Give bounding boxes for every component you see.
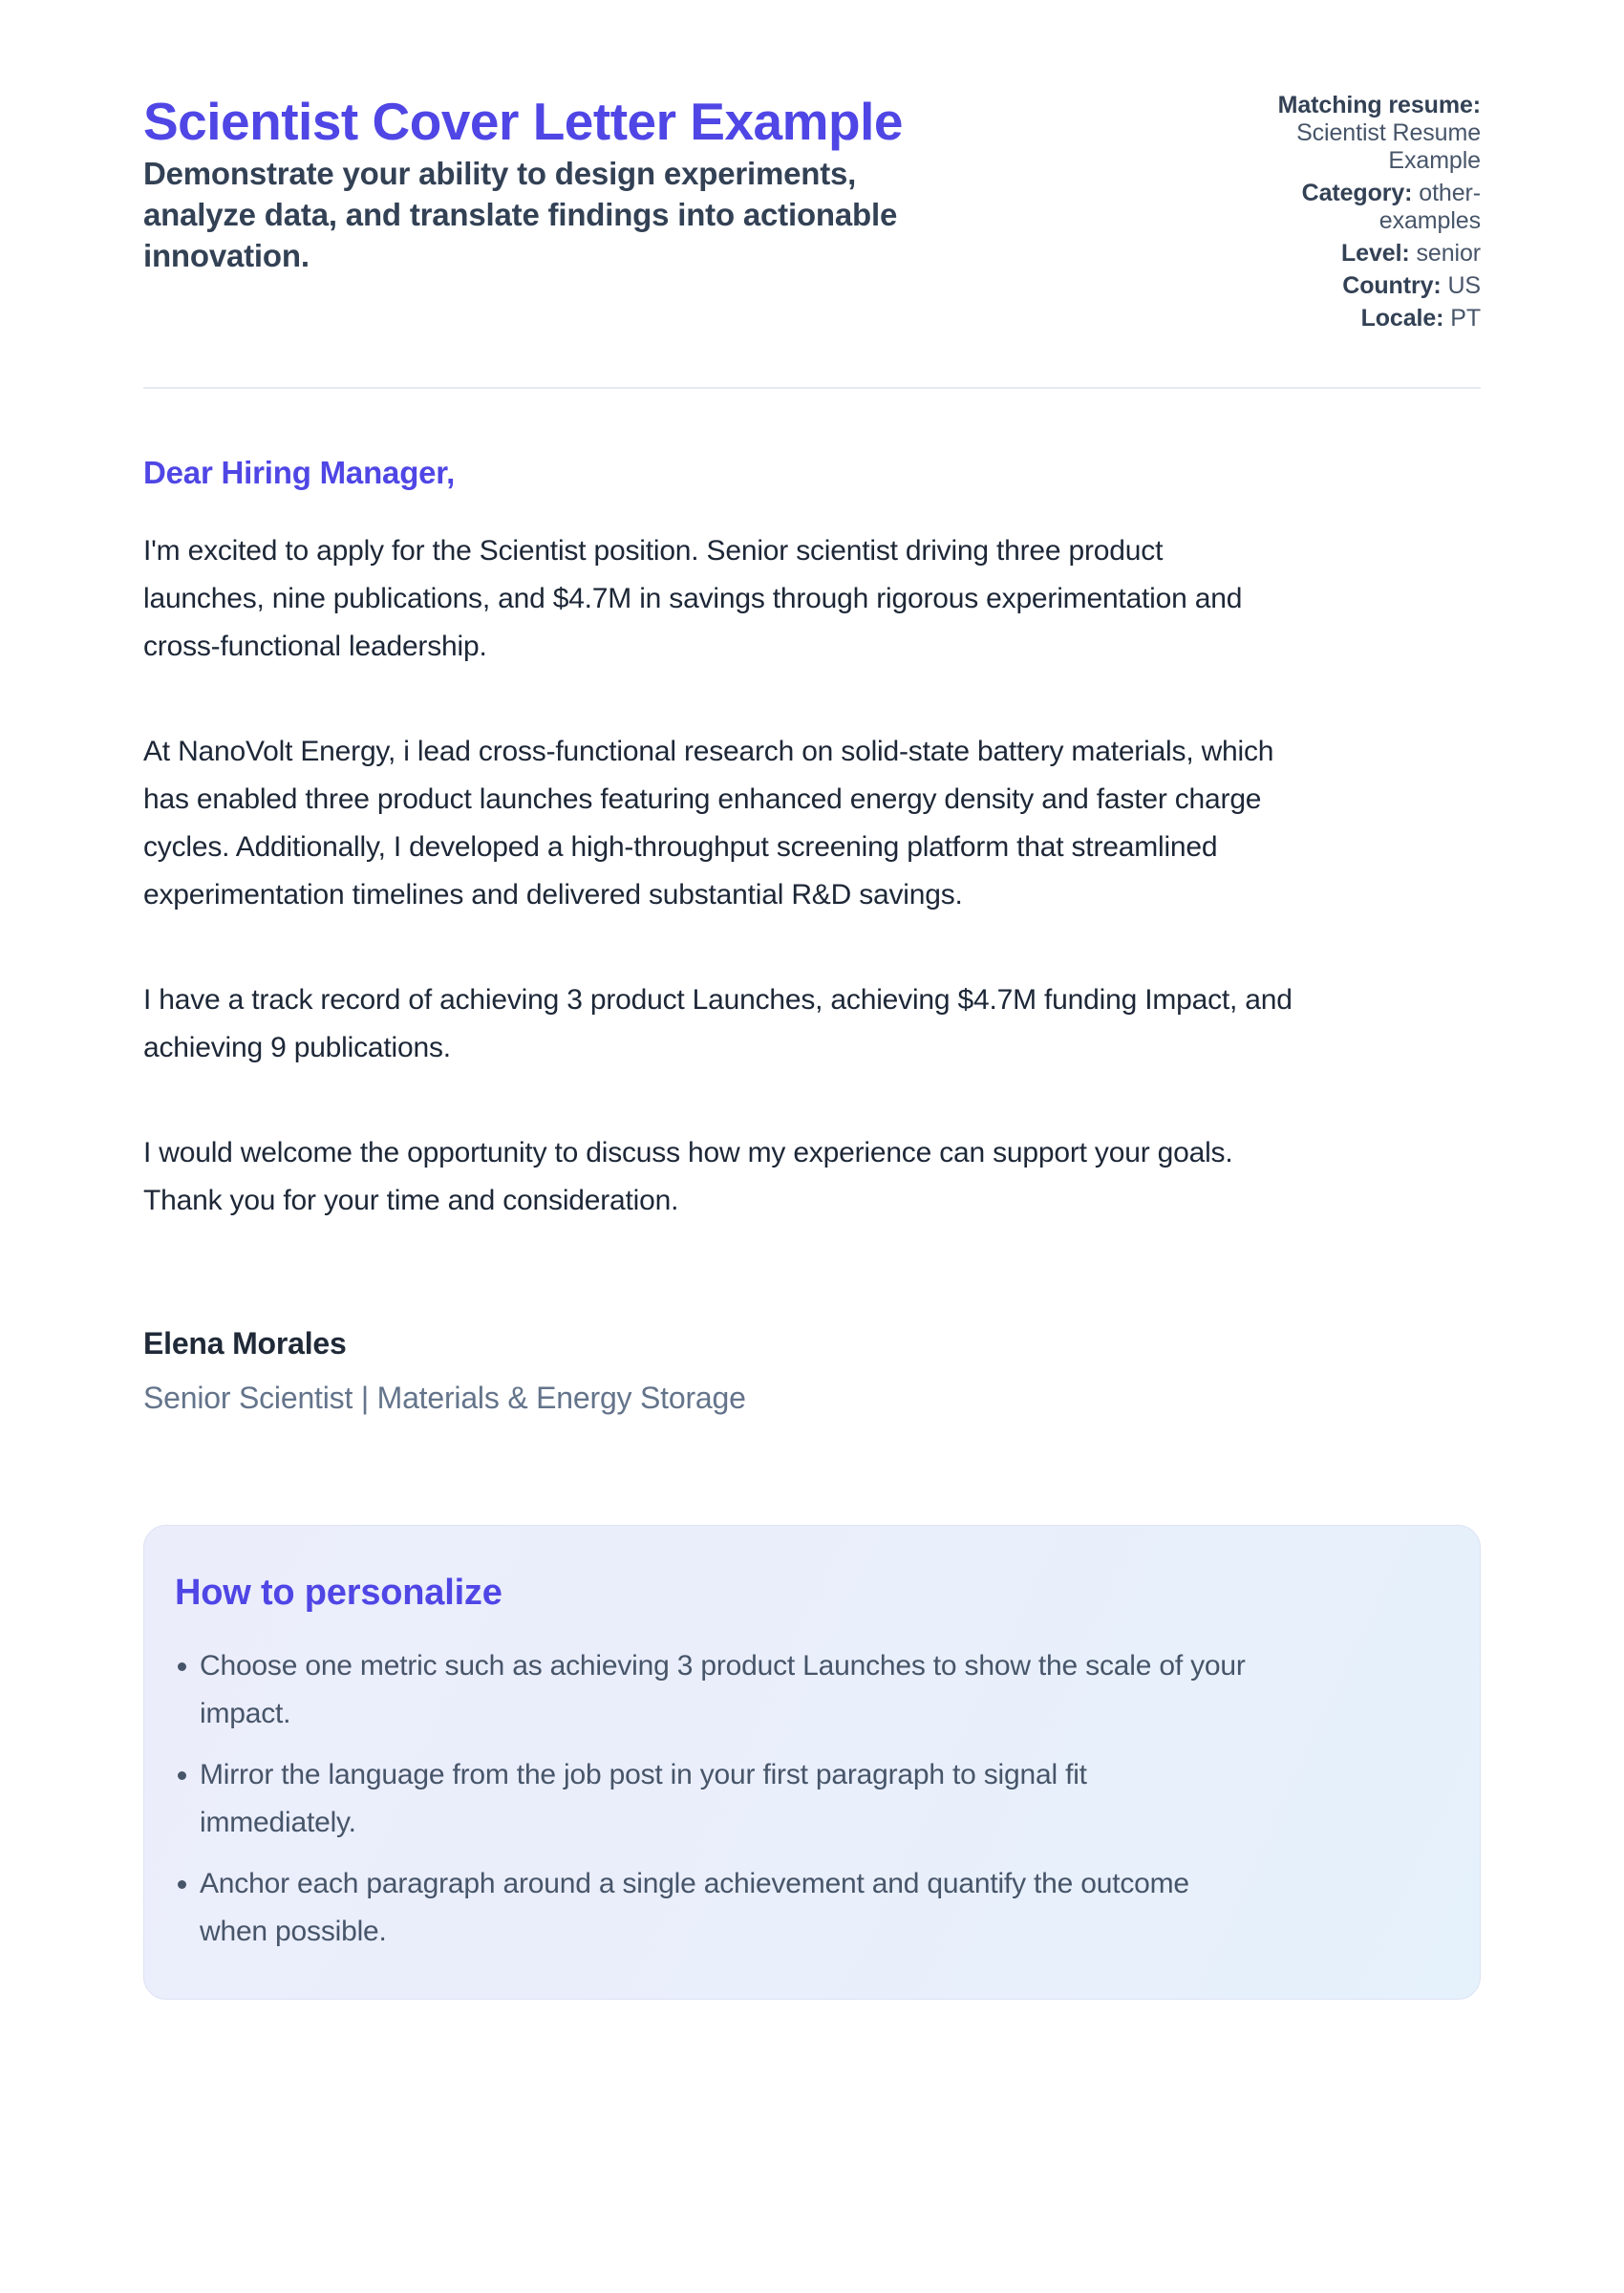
tip-item-1 [175, 1642, 1442, 1738]
tip-text: Mirror the language from the job post in your first paragraph to signal fit immediately. [200, 1759, 1087, 1838]
tips-card [143, 1525, 1481, 2000]
letter-paragraph-4: I would welcome the opportunity to discuss how my experience can support your goals. Thank you for your time and consideration. [143, 1137, 1233, 1216]
letter-body [143, 452, 1481, 2000]
meta-value: PT [1450, 305, 1481, 332]
meta-label: Locale: [1360, 305, 1444, 332]
signature-role: Senior Scientist | Materials & Energy Storage [143, 1381, 746, 1415]
tips-list [175, 1642, 1442, 1956]
page-title: Scientist Cover Letter Example [143, 92, 904, 151]
tip-item-2 [175, 1751, 1442, 1847]
bullet-icon [178, 1880, 186, 1889]
meta-value: other-examples [1378, 180, 1481, 234]
tip-item-3 [175, 1860, 1442, 1956]
meta-matching-resume [1223, 92, 1481, 175]
letter-paragraph-1: I'm excited to apply for the Scientist position. Senior scientist driving three product launches, nine publications, and $4.7M in savings through rigorous experimentation and cross-functional leadership. [143, 535, 1243, 662]
meta-country [1223, 272, 1481, 300]
resume-meta-panel [1223, 92, 1481, 337]
meta-label: Country: [1342, 272, 1442, 299]
tip-text: Choose one metric such as achieving 3 product Launches to show the scale of your impact. [200, 1650, 1246, 1729]
header [143, 92, 1481, 337]
meta-level [1223, 240, 1481, 268]
meta-locale [1223, 305, 1481, 332]
letter-paragraph-3: I have a track record of achieving 3 product Launches, achieving $4.7M funding Impact, and achieving 9 publications. [143, 984, 1293, 1063]
meta-value: US [1447, 272, 1481, 299]
header-title-block [143, 92, 1223, 276]
tip-text: Anchor each paragraph around a single achievement and quantify the outcome when possible. [200, 1868, 1189, 1947]
meta-label: Category: [1301, 180, 1413, 206]
bullet-icon [178, 1771, 186, 1780]
meta-value: Scientist Resume Example [1296, 119, 1481, 174]
meta-value: senior [1416, 240, 1481, 267]
meta-label: Level: [1340, 240, 1410, 267]
salutation: Dear Hiring Manager, [143, 455, 456, 490]
bullet-icon [178, 1662, 186, 1671]
meta-label: Matching resume: [1277, 92, 1481, 118]
header-divider [143, 387, 1481, 389]
signature-block [143, 1324, 1481, 1418]
tips-heading: How to personalize [175, 1573, 502, 1613]
page-subtitle: Demonstrate your ability to design experiments, analyze data, and translate findings into actionable innovation. [143, 156, 898, 273]
letter-paragraph-2: At NanoVolt Energy, i lead cross-functional research on solid-state battery materials, which has enabled three product launches featuring enhanced energy density and faster charge cycles. Additionally, I developed a high-throughput screening platform that streamlined experimentation timelines and delivered substantial R&D savings. [143, 736, 1274, 911]
signature-name: Elena Morales [143, 1326, 347, 1361]
meta-category [1223, 180, 1481, 235]
